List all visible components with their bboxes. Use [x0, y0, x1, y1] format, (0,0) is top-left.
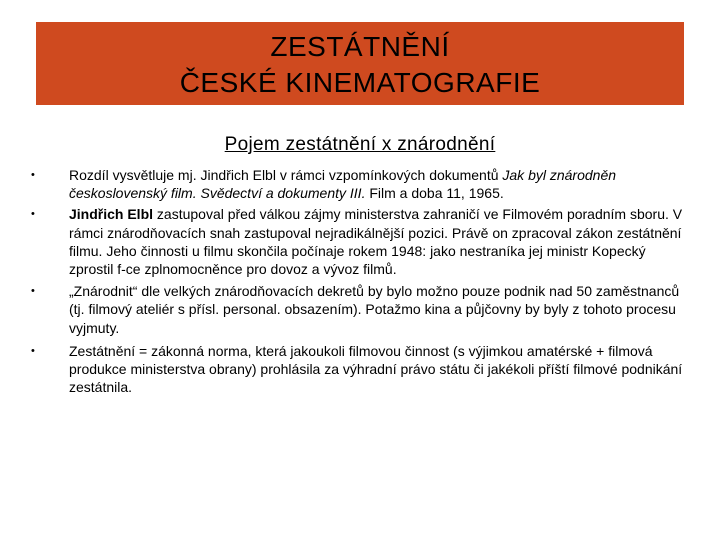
bullet-marker: • — [31, 285, 35, 298]
bullet-marker: • — [31, 208, 35, 221]
bullet-text-4: Zestátnění = zákonná norma, která jakoukoli filmovou činnost (s výjimkou amatérské + filmová produkce ministerstva obrany) prohlásila za výhradní právo státu či jakékoli příští filmové podnikání zestátnila. — [69, 342, 683, 396]
bullet-text-3: „Znárodnit“ dle velkých znárodňovacích dekretů by bylo možno pouze podnik nad 50 zaměstnanců (tj. filmový ateliér s přísl. personal. obsazením). Potažmo kina a půjčovny by byly z tohoto procesu vyjmuty. — [69, 283, 680, 336]
bullet-item-3 — [26, 282, 686, 337]
bullet-marker: • — [31, 169, 35, 181]
bullet-item-2 — [26, 205, 686, 278]
slide-subtitle: Pojem zestátnění x znárodnění — [224, 134, 496, 155]
bullet-1-italic-title: Jak byl znárodněn československý film. Svědectví a dokumenty III. — [69, 167, 617, 202]
title-banner — [36, 22, 684, 105]
bullet-1-text-b: Film a doba 11, 1965. — [365, 185, 504, 202]
bullet-item-4 — [26, 342, 686, 397]
bullet-2-bold-name: Jindřich Elbl — [69, 206, 154, 223]
bullet-1-text-a: Rozdíl vysvětluje mj. Jindřich Elbl v rámci vzpomínkových dokumentů — [69, 167, 503, 183]
slide-title-line-2: ČESKÉ KINEMATOGRAFIE — [179, 67, 541, 98]
bullet-marker: • — [31, 344, 35, 357]
bullet-2-text: zastupoval před válkou zájmy ministerstva zahraničí ve Filmovém poradním sboru. V rámci znárodňovacích snah zastupoval nejradikálnější pozici. Právě on zpracoval zákon zestátnění filmu. Jeho činnosti u filmu skončila počínaje rokem 1948: jako nestraníka jej ministr Kopecký zprostil f-ce zplnomocněnce pro dovoz a vývoz filmů. — [69, 206, 683, 278]
bullet-text-1 — [69, 166, 686, 202]
slide-title-line-1: ZESTÁTNĚNÍ — [270, 31, 450, 62]
bullet-text-2 — [69, 205, 686, 278]
bullet-item-1 — [26, 166, 686, 202]
bullet-list — [26, 166, 686, 402]
